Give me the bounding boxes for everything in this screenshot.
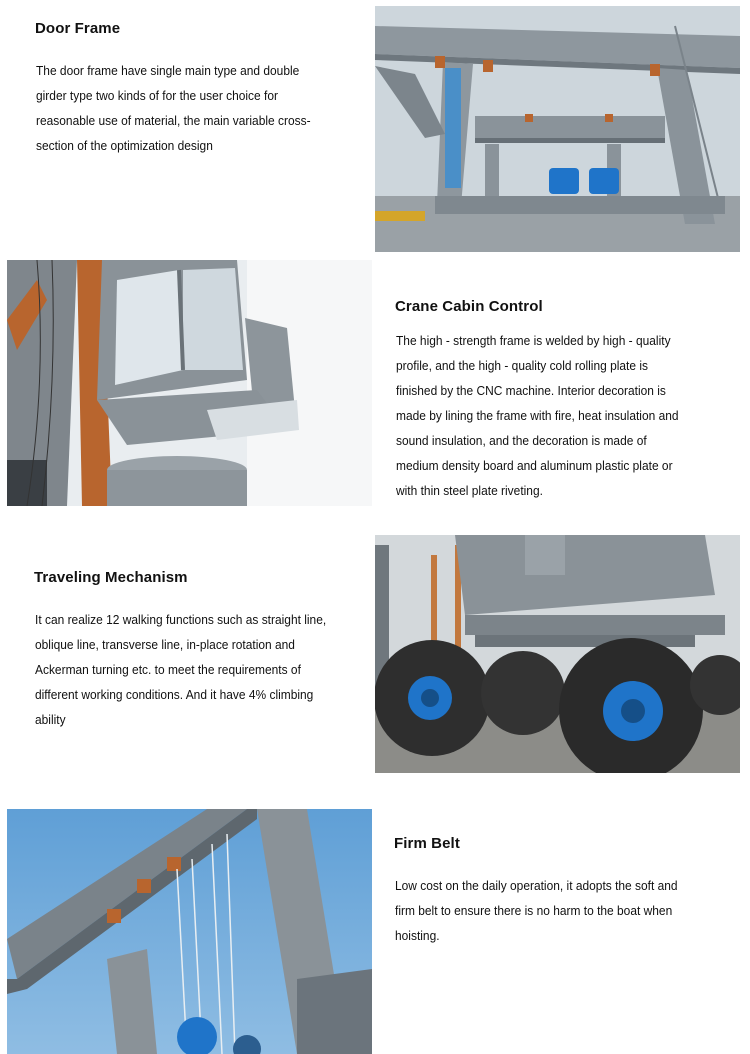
section-traveling — [0, 535, 750, 805]
section-text: Low cost on the daily operation, it adopts the soft and firm belt to ensure there is no harm to the boat when hoisting. — [395, 878, 678, 943]
section-crane-cabin — [0, 255, 750, 535]
section-door-frame — [0, 0, 750, 255]
traveling-mechanism-photo — [375, 535, 740, 773]
section-title: Firm Belt — [394, 835, 460, 852]
section-title: Door Frame — [35, 20, 121, 37]
section-text: The door frame have single main type and double girder type two kinds of for the user choice for reasonable use of material, the main variable cross-section of the optimization design — [36, 63, 311, 153]
firm-belt-photo — [7, 809, 372, 1054]
section-text: The high - strength frame is welded by high - quality profile, and the high - quality cold rolling plate is finished by the CNC machine. Interior decoration is made by lining the frame with fire, heat insulation and sound insulation, and the decoration is made of medium density board and aluminum plastic plate or with thin steel plate riveting. — [396, 333, 679, 498]
section-title: Crane Cabin Control — [395, 298, 543, 315]
door-frame-photo — [375, 6, 740, 252]
crane-cabin-photo — [7, 260, 372, 506]
section-title: Traveling Mechanism — [34, 569, 188, 586]
section-firm-belt — [0, 805, 750, 1054]
section-text: It can realize 12 walking functions such as straight line, oblique line, transverse line, in-place rotation and Ackerman turning etc. to meet the requirements of different working conditions. And it have 4% climbing ability — [35, 612, 327, 727]
